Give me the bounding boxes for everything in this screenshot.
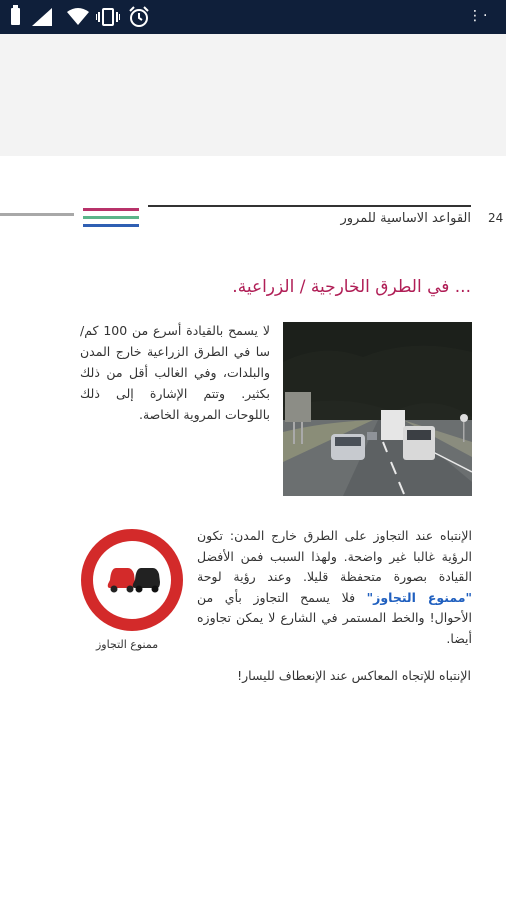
section-title: ... في الطرق الخارجية / الزراعية. — [232, 277, 471, 297]
overtaking-text-start: الإنتباه عند التجاوز على الطرق خارج المدن: تكون الرؤية غالبا غير واضحة. ولهذا السبب فمن الأفضل القيادة بصورة متحفظة قليلا. وعند رؤية لوحة — [197, 528, 472, 584]
road-photo — [283, 322, 472, 496]
page-number: 24 — [488, 211, 504, 225]
vibrate-icon — [96, 8, 120, 26]
wifi-icon — [67, 8, 89, 26]
cell-signal-icon — [32, 8, 52, 26]
header-rule-left — [0, 213, 74, 216]
left-turn-note: الإنتباه للإتجاه المعاكس عند الإنعطاف لليسار! — [237, 668, 471, 683]
no-overtaking-sign-icon — [80, 528, 184, 632]
page-top-blank — [0, 34, 506, 156]
status-bar — [0, 0, 506, 34]
header-stripe-magenta — [83, 208, 139, 211]
overflow-menu-icon[interactable]: ⋮· — [468, 8, 489, 24]
speed-limit-paragraph: لا يسمح بالقيادة أسرع من 100 كم/سا في الطرق الزراعية خارج المدن والبلدات، وفي الغالب أقل من ذلك بكثير. وتتم الإشارة إلى ذلك باللوحات المروية الخاصة. — [80, 323, 270, 422]
header-stripe-green — [83, 216, 139, 219]
header-rule-right — [148, 205, 471, 207]
no-overtaking-highlight: "ممنوع التجاوز" — [366, 589, 472, 605]
overtaking-paragraph — [197, 526, 472, 649]
sign-caption: ممنوع التجاوز — [96, 638, 159, 651]
battery-icon — [11, 8, 20, 25]
overtaking-text-end: فلا يسمح التجاوز بأي من الأحوال! والخط المستمر في الشارع لا يمكن تجاوزه أيضا. — [197, 589, 472, 646]
chapter-title: القواعد الاساسية للمرور — [340, 211, 471, 226]
header-stripe-blue — [83, 224, 139, 227]
alarm-icon — [128, 6, 150, 28]
